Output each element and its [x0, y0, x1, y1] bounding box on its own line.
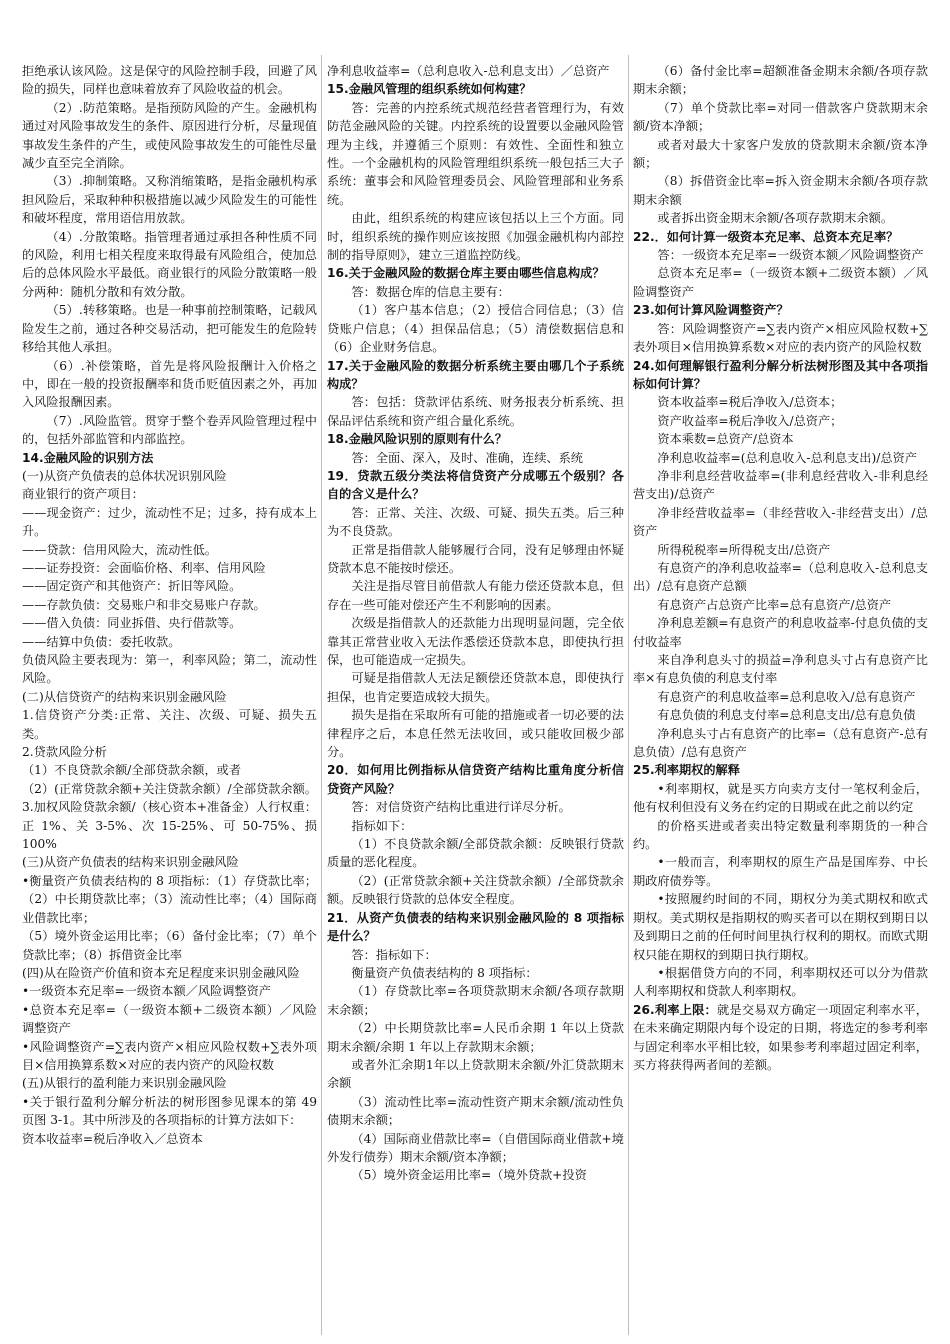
paragraph-text: （6）.补偿策略，首先是将风险报酬计入价格之中，即在一般的投资报酬率和货币贬值因素之外，再加入风险报酬因素。: [22, 358, 317, 410]
paragraph-text: ——借入负债：同业拆借、央行借款等。: [22, 616, 242, 631]
paragraph-text: •一般而言，利率期权的原生产品是国库券、中长期政府债券等。: [633, 855, 928, 888]
paragraph: [22, 504, 317, 541]
paragraph-text: 18.金融风险识别的原则有什么？: [327, 432, 508, 447]
paragraph-text: •关于银行盈利分解分析法的树形图参见课本的第 49 页图 3-1。其中所涉及的各项指标的计算方法如下：: [22, 1094, 317, 1128]
paragraph-text: （3）.抑制策略。又称消缩策略，是指金融机构承担风险后，采取种种积极措施以减少风险发生的可能性和破坏程度，常用语信用放款。: [22, 174, 317, 226]
paragraph: [327, 99, 624, 209]
paragraph-text: 衡量资产负债表结构的 8 项指标：: [351, 965, 538, 980]
paragraph-text: 19．贷款五级分类法将信贷资产分成哪五个级别？各自的含义是什么？: [327, 468, 624, 502]
paragraph-text: 24.如何理解银行盈利分解分析法树形图及其中各项指标如何计算？: [633, 358, 928, 391]
paragraph-text: 答：全面、深入，及时、准确，连续、系统: [351, 450, 583, 465]
paragraph-text: （2）中长期贷款比率=人民币余期 1 年以上贷款期末余额/余期 1 年以上存款期末余额；: [327, 1021, 624, 1054]
paragraph: [633, 136, 928, 173]
paragraph-text: 拒绝承认该风险。这是保守的风险控制手段，回避了风险的损失，同样也意味着放弃了风险收益的机会。: [22, 64, 317, 97]
paragraph-text: 3.加权风险贷款余额/（核心资本+准备金）人行权重：正 1%、关 3-5%、次 15-25%、可 50-75%、损 100%: [22, 800, 317, 852]
paragraph: [327, 669, 624, 706]
paragraph: [22, 1001, 317, 1038]
paragraph-text: （4）国际商业借款比率=（自借国际商业借款+境外发行债券）期末余额/资本净额；: [327, 1131, 624, 1164]
paragraph: [22, 1074, 317, 1092]
section-heading: [327, 264, 624, 282]
paragraph: [327, 835, 624, 872]
paragraph: [22, 301, 317, 356]
section-heading: [327, 761, 624, 798]
paragraph: [633, 467, 928, 504]
paragraph-text: 21．从资产负债表的结构来识别金融风险的 8 项指标是什么？: [327, 910, 624, 944]
paragraph: [22, 485, 317, 503]
paragraph-text: 指标如下：: [351, 818, 413, 833]
paragraph: [327, 62, 624, 80]
section-heading: [633, 761, 928, 779]
paragraph: [22, 964, 317, 982]
paragraph-text: 答：包括：贷款评估系统、财务报表分析系统、担保品评估系统和资产组合量化系统。: [327, 395, 624, 428]
paragraph: [327, 1130, 624, 1167]
paragraph-text: •风险调整资产=∑表内资产×相应风险权数+∑表外项目×信用换算系数×对应的表内资产的风险权数: [22, 1039, 317, 1072]
paragraph: [633, 320, 928, 357]
paragraph-text: 20．如何用比例指标从信贷资产结构比重角度分析信贷资产风险？: [327, 763, 624, 796]
paragraph-text: 有息负债的利息支付率=总利息支出/总有息负债: [657, 708, 916, 723]
paragraph-text: 答：正常、关注、次级、可疑、损失五类。后三种为不良贷款。: [327, 505, 624, 539]
paragraph: [327, 209, 624, 264]
paragraph: [22, 927, 317, 964]
paragraph: [633, 246, 928, 264]
paragraph: [633, 780, 928, 817]
paragraph-text: 有息资产占总资产比率=总有息资产/总资产: [657, 597, 892, 612]
paragraph: [633, 853, 928, 890]
paragraph-text: （7）.风险监管。贯穿于整个卷弄风险管理过程中的，包括外部监管和内部监控。: [22, 413, 317, 447]
text-column-right: [633, 62, 928, 1332]
paragraph: [22, 467, 317, 485]
paragraph-text: （8）拆借资金比率=拆入资金期末余额/各项存款期末余额: [633, 174, 928, 207]
paragraph-text: 或者拆出资金期末余额/各项存款期末余额。: [657, 211, 894, 226]
paragraph: [327, 283, 624, 301]
paragraph: [22, 1130, 317, 1148]
paragraph: [327, 541, 624, 578]
paragraph-text: 答：一级资本充足率=一级资本额／风险调整资产: [657, 248, 924, 263]
paragraph-text: 损失是指在采取所有可能的措施或者一切必要的法律程序之后，本息任然无法收回，或只能收回极少部分。: [327, 708, 624, 760]
paragraph-text: 15.金融风管理的组织系统如何构建？: [327, 82, 532, 97]
paragraph: [633, 651, 928, 688]
paragraph-text: （5）境外资金运用比率=（境外贷款+投资: [351, 1168, 587, 1183]
paragraph-text: （7）单个贷款比率=对同一借款客户贷款期末余额/资本净额；: [633, 100, 928, 134]
paragraph-text: (三)从资产负债表的结构来识别金融风险: [22, 855, 239, 870]
paragraph-text: 22.．如何计算一级资本充足率、总资本充足率？: [633, 229, 899, 244]
paragraph-text: 净利息差额=有息资产的利息收益率-付息负债的支付收益率: [633, 616, 928, 649]
paragraph: [22, 780, 317, 798]
section-heading: [327, 80, 624, 98]
paragraph: [633, 504, 928, 541]
paragraph: [633, 596, 928, 614]
paragraph: [633, 449, 928, 467]
paragraph: [633, 62, 928, 99]
paragraph: [327, 577, 624, 614]
paragraph: [22, 853, 317, 871]
paragraph-text: 就是交易双方确定一项固定利率水平，在未来确定期限内每个设定的日期，将选定的参考利率与固定利率水平相比较，如果参考利率超过固定利率，买方将获得两者间的差额。: [633, 1002, 928, 1072]
paragraph-text: （2）.防范策略。是指预防风险的产生。金融机构通过对风险事故发生的条件、原因进行分析，尽量现值事故发生条件的产生，或使风险事故发生的可能性尽量减少直至完全消除。: [22, 100, 317, 171]
paragraph: [633, 964, 928, 1001]
paragraph-text: ——现金资产：过少，流动性不足；过多，持有成本上升。: [22, 505, 317, 539]
paragraph: [22, 596, 317, 614]
paragraph: [633, 412, 928, 430]
paragraph: [327, 798, 624, 816]
paragraph: [22, 172, 317, 227]
paragraph: [22, 559, 317, 577]
paragraph-text: 资本收益率=税后净收入／总资本: [22, 1131, 203, 1146]
paragraph-text: 资产收益率=税后净收入/总资产；: [657, 413, 843, 428]
paragraph: [327, 982, 624, 1019]
paragraph-text: 23.如何计算风险调整资产？: [633, 303, 789, 318]
paragraph-text: ——结算中负债：委托收款。: [22, 634, 181, 649]
paragraph-text: 负债风险主要表现为：第一，利率风险；第二，流动性风险。: [22, 653, 317, 686]
paragraph: [633, 614, 928, 651]
paragraph: [22, 798, 317, 853]
paragraph-text: （1）存贷款比率=各项贷款期末余额/各项存款期末余额；: [327, 984, 624, 1017]
section-heading: [22, 449, 317, 467]
paragraph: [633, 393, 928, 411]
paragraph: [633, 209, 928, 227]
section-heading: [327, 467, 624, 504]
inline-heading: 26.利率上限：: [633, 1002, 717, 1017]
paragraph-text: 14.金融风险的识别方法: [22, 450, 154, 465]
paragraph-text: 可疑是指借款人无法足额偿还贷款本息，即使执行担保，也肯定要造成较大损失。: [327, 671, 624, 704]
paragraph: [633, 541, 928, 559]
paragraph: [327, 301, 624, 356]
paragraph-text: 答：数据仓库的信息主要有：: [351, 284, 510, 299]
paragraph-text: (一)从资产负债表的总体状况识别风险: [22, 468, 227, 483]
paragraph: [327, 614, 624, 669]
paragraph-text: 净利息收益率=（总利息收入-总利息支出）／总资产: [327, 64, 610, 78]
paragraph: [22, 357, 317, 412]
paragraph-text: 净利息头寸占有息资产的比率=（总有息资产-总有息负债）/总有息资产: [633, 726, 928, 760]
paragraph: [327, 449, 624, 467]
paragraph: [327, 1019, 624, 1056]
paragraph-text: （1）客户基本信息；（2）授信合同信息；（3）信贷账户信息；（4）担保品信息；（5）清偿数据信息和（6）企业财务信息。: [327, 303, 624, 355]
paragraph-text: 17.关于金融风险的数据分析系统主要由哪几个子系统构成？: [327, 358, 624, 391]
paragraph: [327, 393, 624, 430]
paragraph: [633, 264, 928, 301]
paragraph-text: （3）流动性比率=流动性资产期末余额/流动性负债期末余额；: [327, 1094, 624, 1128]
paragraph: [22, 577, 317, 595]
paragraph-text: 净非利息经营收益率=(非利息经营收入-非利息经营支出)/总资产: [633, 468, 928, 502]
paragraph-text: •利率期权，就是买方向卖方支付一笔权利金后，他有权利但没有义务在约定的日期或在此之前以约定: [633, 781, 928, 815]
paragraph-text: 次级是指借款人的还款能力出现明显问题，完全依靠其正常营业收入无法作悉偿还贷款本息，即使执行担保，也可能造成一定损失。: [327, 616, 624, 667]
paragraph-text: （1）不良贷款余额/全部贷款余额：反映银行贷款质量的恶化程度。: [327, 837, 624, 870]
paragraph: [633, 890, 928, 964]
paragraph-text: •按照履约时间的不同，期权分为美式期权和欧式期权。美式期权是指期权的购买者可以在期权到期日以及到期日之前的任何时间里执行权利的期权。而欧式期权只能在期权的到期日执行期权。: [633, 892, 928, 962]
paragraph-text: •衡量资产负债表结构的 8 项指标：（1）存贷款比率；（2）中长期贷款比率；（3）流动性比率；（4）国际商业借款比率；: [22, 873, 317, 925]
paragraph-text: 净非经营收益率=（非经营收入-非经营支出）/总资产: [633, 505, 928, 539]
paragraph: [22, 706, 317, 743]
section-heading: [327, 430, 624, 448]
paragraph: [327, 946, 624, 964]
paragraph-text: ——固定资产和其他资产：折旧等风险。: [22, 579, 242, 594]
paragraph: [22, 872, 317, 927]
paragraph-text: •总资本充足率=（一级资本额+二级资本额）／风险调整资产: [22, 1002, 317, 1036]
paragraph: [22, 1093, 317, 1130]
paragraph-text: ——贷款：信用风险大，流动性低。: [22, 542, 217, 557]
paragraph: [633, 1001, 928, 1075]
paragraph-text: 有息资产的净利息收益率=（总利息收入-总利息支出）/总有息资产总额: [633, 560, 928, 594]
paragraph: [22, 62, 317, 99]
paragraph: [633, 817, 928, 854]
paragraph-text: •根据借贷方向的不同，利率期权还可以分为借款人利率期权和贷款人利率期权。: [633, 965, 928, 999]
paragraph-text: ——证券投资：会面临价格、利率、信用风险: [22, 560, 266, 575]
paragraph: [327, 706, 624, 761]
paragraph-text: 净利息收益率=(总利息收入-总利息支出)/总资产: [657, 450, 917, 465]
column-divider-left: [321, 55, 322, 1335]
section-heading: [633, 301, 928, 319]
paragraph-text: 2.贷款风险分析: [22, 745, 107, 760]
section-heading: [327, 357, 624, 394]
paragraph-text: 的价格买进或者卖出特定数量利率期货的一种合约。: [633, 818, 928, 852]
paragraph: [633, 172, 928, 209]
paragraph-text: 答：风险调整资产=∑表内资产×相应风险权数+∑表外项目×信用换算系数×对应的表内资产的风险权数: [633, 321, 928, 355]
paragraph-text: 来自净利息头寸的损益=净利息头寸占有息资产比率×有息负债的利息支付率: [633, 653, 928, 686]
section-heading: [633, 357, 928, 394]
section-heading: [327, 909, 624, 946]
paragraph-text: 正常是指借款人能够履行合同，没有足够理由怀疑贷款本息不能按时偿还。: [327, 542, 624, 575]
section-heading: [633, 228, 928, 246]
paragraph-text: 16.关于金融风险的数据仓库主要由哪些信息构成？: [327, 266, 605, 281]
paragraph-text: •一级资本充足率=一级资本额／风险调整资产: [22, 984, 271, 999]
paragraph: [633, 725, 928, 762]
paragraph: [22, 541, 317, 559]
paragraph-text: 1.信贷资产分类:正常、关注、次级、可疑、损失五类。: [22, 708, 317, 741]
paragraph: [22, 1038, 317, 1075]
paragraph: [22, 412, 317, 449]
paragraph-text: （2）(正常贷款余额+关注贷款余额）/全部贷款余额。反映银行贷款的总体安全程度。: [327, 873, 624, 907]
paragraph: [22, 982, 317, 1000]
paragraph: [327, 504, 624, 541]
paragraph: [633, 99, 928, 136]
paragraph-text: (五)从银行的盈利能力来识别金融风险: [22, 1076, 227, 1091]
paragraph: [22, 633, 317, 651]
paragraph: [327, 1166, 624, 1184]
paragraph-text: 由此，组织系统的构建应该包括以上三个方面。同时，组织系统的操作则应该按照《加强金融机构内部控制的指导原则》，建立三道监控防线。: [327, 211, 624, 263]
paragraph-text: 商业银行的资产项目：: [22, 487, 144, 502]
paragraph-text: 或者外汇余期1年以上贷款期末余额/外汇贷款期末余额: [327, 1057, 624, 1091]
paragraph-text: ——存款负债：交易账户和非交易账户存款。: [22, 597, 266, 612]
paragraph-text: 总资本充足率=（一级资本额+二级资本额）／风险调整资产: [633, 266, 928, 299]
paragraph: [22, 743, 317, 761]
paragraph-text: (四)从在险资产价值和资本充足程度来识别金融风险: [22, 965, 300, 980]
paragraph-text: 25.利率期权的解释: [633, 763, 740, 778]
paragraph-text: （5）境外资金运用比率；（6）备付金比率；（7）单个贷款比率；（8）拆借资金比率: [22, 929, 317, 962]
paragraph-text: 答：指标如下：: [351, 947, 437, 962]
paragraph: [633, 706, 928, 724]
paragraph-text: 答：对信贷资产结构比重进行详尽分析。: [351, 800, 571, 815]
paragraph-text: （1）不良贷款余额/全部贷款余额，或者: [22, 763, 242, 778]
paragraph: [633, 559, 928, 596]
paragraph: [22, 651, 317, 688]
paragraph: [327, 817, 624, 835]
paragraph: [22, 99, 317, 173]
paragraph-text: 有息资产的利息收益率=总利息收入/总有息资产: [657, 689, 916, 704]
paragraph-text: 答：完善的内控系统式规范经营者管理行为，有效防范金融风险的关键。内控系统的设置要以金融风险管理为主线，并遵循三个原则：有效性、全面性和独立性。一个金融机构的风险管理组织系统一般包括三大子系统：董事会和风险管理委员会、风险管理部和业务系统。: [327, 100, 624, 207]
paragraph: [327, 1056, 624, 1093]
paragraph: [22, 614, 317, 632]
paragraph-text: 关注是指尽管目前借款人有能力偿还贷款本息，但存在一些可能对偿还产生不利影响的因素。: [327, 579, 624, 612]
paragraph: [633, 688, 928, 706]
paragraph: [327, 1093, 624, 1130]
paragraph-text: 或者对最大十家客户发放的贷款期末余额/资本净额；: [633, 137, 928, 171]
text-column-middle: [327, 62, 624, 1332]
paragraph-text: （4）.分散策略。指管理者通过承担各种性质不同的风险，利用七相关程度来取得最有风险组合，使加总后的总体风险水平最低。商业银行的风险分散策略一般分两种：随机分散和有效分散。: [22, 229, 317, 299]
paragraph-text: 资本收益率=税后净收入/总资本；: [657, 395, 843, 410]
paragraph-text: （6）备付金比率=超额准备金期末余额/各项存款期末余额；: [633, 64, 928, 97]
paragraph: [327, 964, 624, 982]
paragraph-text: （5）.转移策略。也是一种事前控制策略，记载风险发生之前，通过各种交易活动，把可能发生的危险转移给其他人承担。: [22, 303, 317, 355]
paragraph-text: 资本乘数=总资产/总资本: [657, 432, 794, 447]
paragraph: [22, 761, 317, 779]
column-divider-right: [628, 55, 629, 1335]
paragraph: [327, 872, 624, 909]
paragraph: [22, 688, 317, 706]
text-column-left: [22, 62, 317, 1332]
paragraph: [633, 430, 928, 448]
paragraph: [22, 228, 317, 302]
paragraph-text: （2）(正常贷款余额+关注贷款余额）/全部贷款余额。: [22, 781, 317, 796]
paragraph-text: (二)从信贷资产的结构来识别金融风险: [22, 689, 227, 704]
paragraph-text: 所得税税率=所得税支出/总资产: [657, 542, 831, 557]
